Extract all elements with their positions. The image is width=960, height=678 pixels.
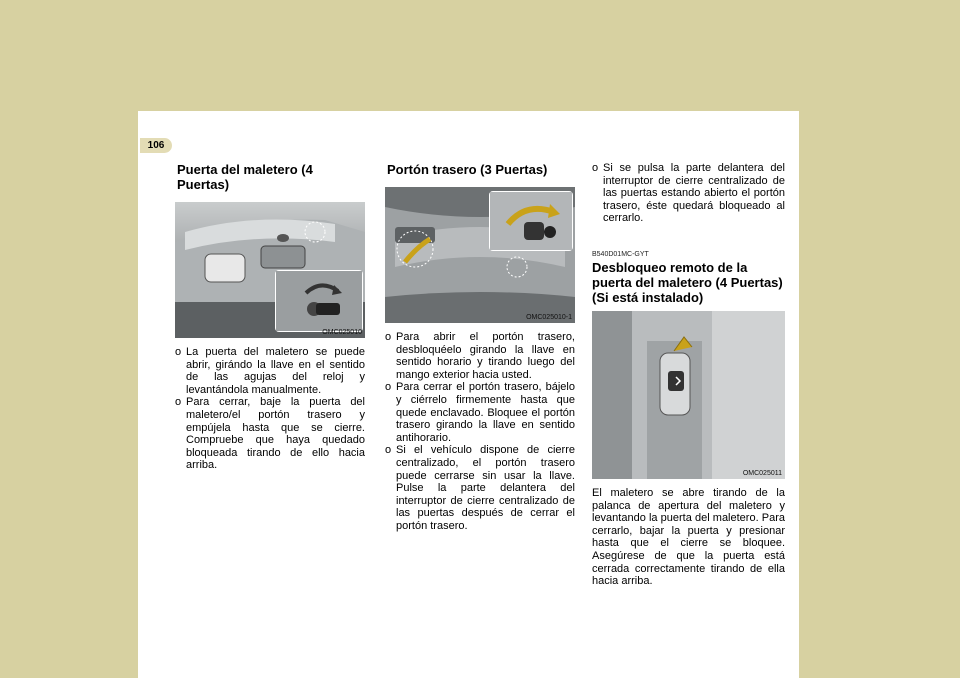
- key-turn-icon: [490, 192, 572, 250]
- bullet: o: [175, 396, 182, 409]
- section-heading: Desbloqueo remoto de la puerta del maletero (4 Puertas) (Si está instalado): [592, 259, 783, 305]
- list-item: o Si se pulsa la parte delantera del interruptor de cierre centralizado de las puertas estando abierto el portón trasero, éste quedará bloqueado al cerrarlo.: [592, 162, 785, 225]
- bullet: o: [385, 381, 392, 394]
- list-item: o Para cerrar el portón trasero, bájelo y ciérrelo firmemente hasta que quede enclavado. Bloquee el portón trasero girando la llave en sentido antihorario.: [385, 381, 575, 444]
- section-heading: Puerta del maletero (4 Puertas): [177, 162, 313, 192]
- chapter-header: [152, 110, 317, 136]
- key-lock-inset: [275, 270, 363, 332]
- list-item: o La puerta del maletero se puede abrir, girándo la llave en el sentido de las agujas del reloj y levantándola manualmente.: [175, 346, 365, 396]
- list-item: o Para cerrar, baje la puerta del maletero/el portón trasero y empújela hasta que se cierre. Compruebe que haya quedado bloqueada tirando de ello hacia arriba.: [175, 396, 365, 472]
- instruction-list: [592, 162, 785, 225]
- instruction-list: [175, 346, 365, 472]
- list-item: o Si el vehículo dispone de cierre centralizado, el portón trasero puede cerrarse sin usar la llave. Pulse la parte delantera del interruptor de cierre centralizado de las puertas después de cerrar el portón trasero.: [385, 444, 575, 532]
- page-number: 106: [140, 138, 172, 153]
- figure-caption: OMC025010-1: [526, 314, 572, 321]
- list-item: o Para abrir el portón trasero, desbloquéelo girando la llave en sentido horario y tirando luego del mango exterior hacia usted.: [385, 331, 575, 381]
- section-code: B540D01MC-GYT: [592, 250, 649, 258]
- tailgate-figure: [385, 187, 575, 323]
- instruction-list: [385, 331, 575, 533]
- section-heading: Portón trasero (3 Puertas): [387, 162, 548, 177]
- bullet: o: [175, 346, 182, 358]
- release-lever-figure: [592, 311, 785, 479]
- bullet: o: [385, 331, 392, 343]
- chapter-number: 1: [152, 110, 165, 135]
- chapter-title: COMPONENTES DE SU HYUNDAI: [168, 122, 318, 132]
- key-turn-icon: [276, 271, 362, 331]
- bullet: o: [592, 162, 599, 174]
- column-tailgate-3-door: [385, 160, 575, 533]
- figure-caption: OMC025011: [742, 469, 782, 477]
- release-lever-illustration: [592, 311, 785, 479]
- trunk-lid-figure: [175, 202, 365, 338]
- body-paragraph: El maletero se abre tirando de la palanca de apertura del maletero y levantando la puerta del maletero. Para cerrarlo, bajar la puerta y presionar hasta que el cierre se bloquee. Asegúrese de que la puerta está cerrada correctamente tirando de ella hacia arriba.: [592, 486, 785, 588]
- bullet: o: [385, 444, 392, 457]
- key-lock-inset: [489, 191, 573, 251]
- column-trunk-4-door: [175, 160, 365, 472]
- figure-caption: OMC025010: [322, 329, 362, 336]
- column-remote-release: [592, 162, 785, 588]
